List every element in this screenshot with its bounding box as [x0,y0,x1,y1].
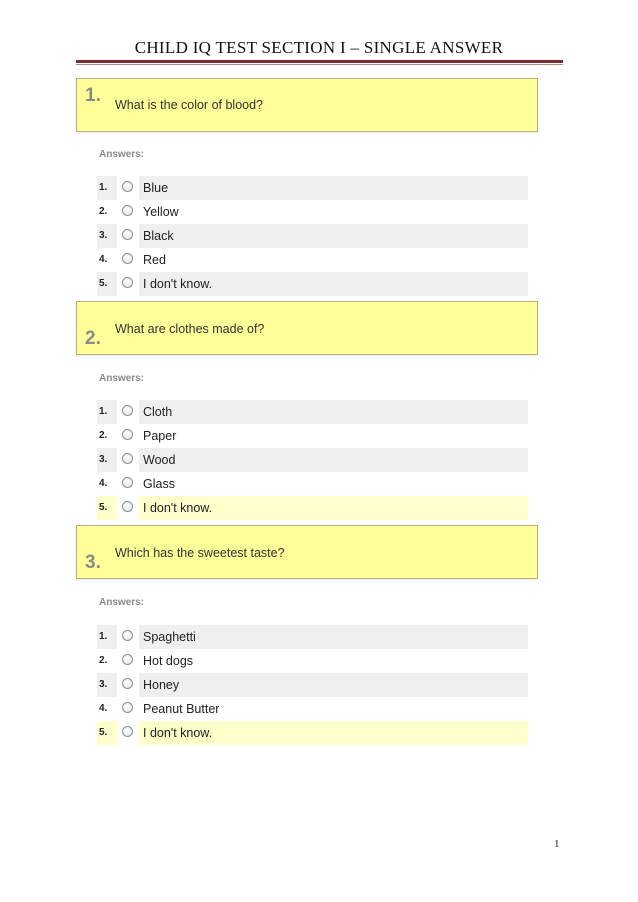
answer-row[interactable] [97,272,528,296]
title-rule-thick [76,60,563,63]
answer-row[interactable] [97,424,528,448]
question-box-2 [76,301,538,355]
radio-button[interactable] [122,477,133,488]
question-number: 1. [85,85,101,106]
radio-button[interactable] [122,205,133,216]
radio-button[interactable] [122,405,133,416]
answer-text: Peanut Butter [143,702,220,716]
answer-number: 1. [99,406,108,417]
answers-label: Answers: [99,373,145,384]
answer-number: 4. [99,703,108,714]
answer-text: I don't know. [143,726,213,740]
answer-row[interactable] [97,496,528,520]
radio-button[interactable] [122,429,133,440]
answer-row[interactable] [97,697,528,721]
answers-label: Answers: [99,149,145,160]
answer-number: 3. [99,679,108,690]
question-text: What are clothes made of? [115,322,265,336]
answer-text: Hot dogs [143,654,194,668]
radio-button[interactable] [122,453,133,464]
answer-number: 5. [99,502,108,513]
answer-text: Glass [143,477,175,491]
radio-button[interactable] [122,253,133,264]
answer-text: Paper [143,429,177,443]
answer-row[interactable] [97,200,528,224]
answer-number: 3. [99,230,108,241]
question-box-3 [76,525,538,579]
answer-row[interactable] [97,248,528,272]
answer-number: 5. [99,278,108,289]
answer-row[interactable] [97,224,528,248]
title-rule-thin [76,64,563,65]
answer-row[interactable] [97,472,528,496]
answer-number: 4. [99,478,108,489]
question-text: What is the color of blood? [115,98,263,112]
answer-text: Red [143,253,166,267]
answer-number: 2. [99,430,108,441]
radio-button[interactable] [122,277,133,288]
radio-button[interactable] [122,501,133,512]
answer-row[interactable] [97,673,528,697]
radio-button[interactable] [122,181,133,192]
radio-button[interactable] [122,654,133,665]
answer-number: 3. [99,454,108,465]
answer-text: Spaghetti [143,630,196,644]
document-title: CHILD IQ TEST SECTION I – SINGLE ANSWER [134,38,504,57]
question-number: 2. [85,328,101,349]
question-text: Which has the sweetest taste? [115,546,285,560]
answer-number: 2. [99,206,108,217]
answer-text: Yellow [143,205,179,219]
question-number: 3. [85,552,101,573]
answer-text: Black [143,229,174,243]
page-number: 1 [554,838,560,850]
answer-row[interactable] [97,625,528,649]
answer-row[interactable] [97,400,528,424]
answer-text: I don't know. [143,277,213,291]
answer-text: Honey [143,678,180,692]
answer-row[interactable] [97,176,528,200]
answer-text: Blue [143,181,169,195]
radio-button[interactable] [122,726,133,737]
answer-text: Cloth [143,405,173,419]
answer-number: 2. [99,655,108,666]
answer-row[interactable] [97,721,528,745]
question-box-1 [76,78,538,132]
answers-label: Answers: [99,597,145,608]
radio-button[interactable] [122,630,133,641]
radio-button[interactable] [122,678,133,689]
answer-row[interactable] [97,649,528,673]
answer-number: 1. [99,631,108,642]
answer-text: Wood [143,453,176,467]
radio-button[interactable] [122,702,133,713]
radio-button[interactable] [122,229,133,240]
answer-number: 1. [99,182,108,193]
answer-number: 4. [99,254,108,265]
answer-row[interactable] [97,448,528,472]
answer-number: 5. [99,727,108,738]
answer-text: I don't know. [143,501,213,515]
